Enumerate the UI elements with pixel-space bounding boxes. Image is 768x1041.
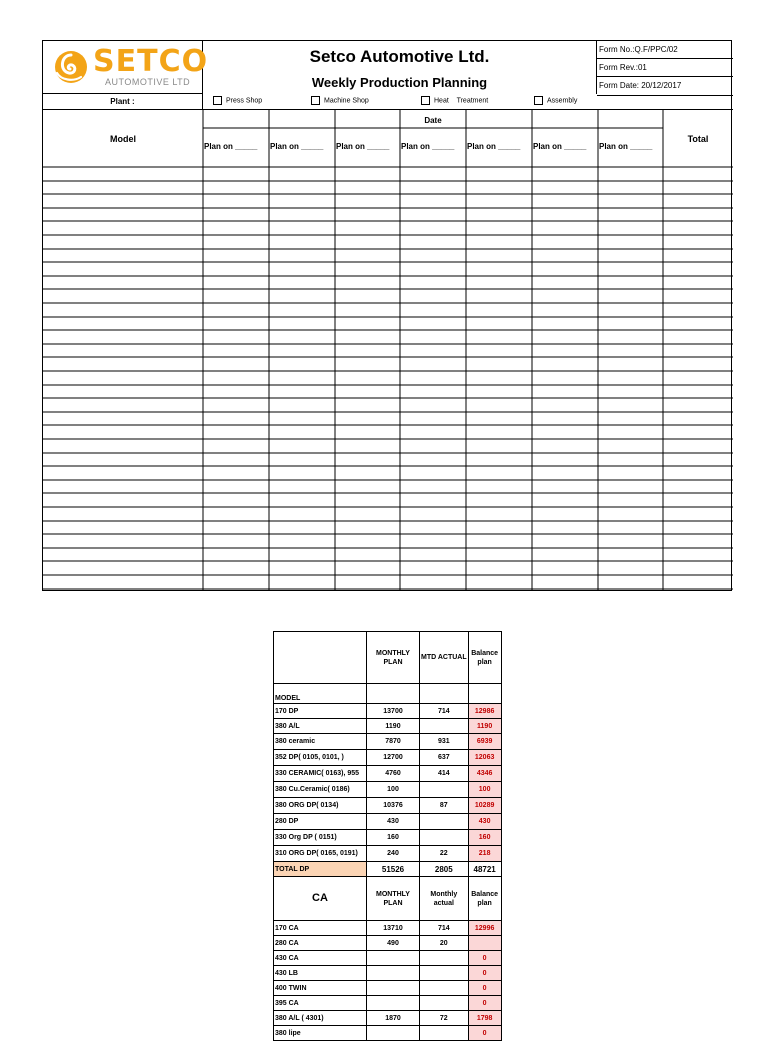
table-row bbox=[274, 766, 502, 782]
planning-grid bbox=[43, 110, 733, 592]
treatment-label: Treatment bbox=[456, 97, 489, 105]
plan-cell bbox=[367, 1026, 420, 1041]
checkbox-icon bbox=[213, 96, 222, 105]
form-meta bbox=[596, 41, 733, 94]
plan-on-header: Plan on _____ bbox=[599, 142, 653, 151]
model-cell: 380 A/L bbox=[274, 719, 367, 734]
date-header: Date bbox=[424, 116, 442, 125]
actual-cell: 637 bbox=[420, 750, 469, 766]
model-label-row bbox=[274, 684, 502, 704]
model-cell: 400 TWIN bbox=[274, 981, 367, 996]
plan-cell bbox=[367, 981, 420, 996]
model-cell: 395 CA bbox=[274, 996, 367, 1011]
actual-cell: 714 bbox=[420, 921, 469, 936]
plan-cell: 13710 bbox=[367, 921, 420, 936]
plant-label: Plant : bbox=[43, 94, 203, 109]
checkbox-icon bbox=[534, 96, 543, 105]
balance-cell: 1190 bbox=[468, 719, 501, 734]
empty-cell bbox=[367, 684, 420, 704]
plan-cell: 10376 bbox=[367, 798, 420, 814]
actual-cell: 22 bbox=[420, 846, 469, 862]
machine-shop-checkbox[interactable] bbox=[311, 96, 369, 105]
heat-treatment-checkbox[interactable] bbox=[421, 96, 488, 105]
plan-on-header: Plan on _____ bbox=[533, 142, 587, 151]
plan-on-header: Plan on _____ bbox=[204, 142, 258, 151]
balance-cell: 12063 bbox=[468, 750, 501, 766]
heat-label: Heat bbox=[434, 97, 449, 105]
setco-logo bbox=[43, 41, 209, 94]
plan-cell: 4760 bbox=[367, 766, 420, 782]
logo-wordmark: SETCO bbox=[93, 44, 209, 79]
form-subtitle: Weekly Production Planning bbox=[311, 75, 488, 90]
actual-cell: 931 bbox=[420, 734, 469, 750]
actual-cell bbox=[420, 830, 469, 846]
plan-cell: 240 bbox=[367, 846, 420, 862]
plan-on-header: Plan on _____ bbox=[401, 142, 455, 151]
plan-cell bbox=[367, 996, 420, 1011]
plan-cell: 160 bbox=[367, 830, 420, 846]
ca-balance-plan-header: Balance plan bbox=[468, 877, 501, 921]
plan-cell: 490 bbox=[367, 936, 420, 951]
model-header: Model bbox=[110, 134, 136, 144]
table-row bbox=[274, 814, 502, 830]
ca-monthly-plan-header: MONTHLY PLAN bbox=[367, 877, 420, 921]
total-balance-cell: 48721 bbox=[468, 862, 501, 877]
form-date: Form Date: 20/12/2017 bbox=[597, 77, 733, 96]
summary-header-row bbox=[274, 632, 502, 684]
actual-cell bbox=[420, 981, 469, 996]
table-row bbox=[274, 750, 502, 766]
balance-cell: 430 bbox=[468, 814, 501, 830]
total-dp-label: TOTAL DP bbox=[274, 862, 367, 877]
production-planning-form bbox=[42, 40, 732, 591]
model-cell: 380 lipe bbox=[274, 1026, 367, 1041]
balance-plan-header: Balance plan bbox=[468, 632, 501, 684]
ca-monthly-actual-header: Monthly actual bbox=[420, 877, 469, 921]
plan-cell: 12700 bbox=[367, 750, 420, 766]
balance-cell: 4346 bbox=[468, 766, 501, 782]
model-cell: 330 CERAMIC( 0163), 955 bbox=[274, 766, 367, 782]
form-title-area bbox=[203, 41, 596, 94]
model-cell: 430 LB bbox=[274, 966, 367, 981]
table-row bbox=[274, 704, 502, 719]
balance-cell: 0 bbox=[468, 981, 501, 996]
balance-cell: 10289 bbox=[468, 798, 501, 814]
balance-cell: 12996 bbox=[468, 921, 501, 936]
model-cell: 280 CA bbox=[274, 936, 367, 951]
press-shop-checkbox[interactable] bbox=[213, 96, 262, 105]
form-number: Form No.:Q.F/PPC/02 bbox=[597, 41, 733, 59]
summary-table bbox=[273, 631, 502, 1041]
actual-cell: 72 bbox=[420, 1011, 469, 1026]
total-plan-cell: 51526 bbox=[367, 862, 420, 877]
model-cell: 330 Org DP ( 0151) bbox=[274, 830, 367, 846]
model-cell: 280 DP bbox=[274, 814, 367, 830]
actual-cell: 714 bbox=[420, 704, 469, 719]
actual-cell bbox=[420, 951, 469, 966]
machine-shop-label: Machine Shop bbox=[324, 97, 369, 105]
table-row bbox=[274, 996, 502, 1011]
plan-on-header: Plan on _____ bbox=[467, 142, 521, 151]
plan-cell: 13700 bbox=[367, 704, 420, 719]
actual-cell: 414 bbox=[420, 766, 469, 782]
assembly-checkbox[interactable] bbox=[534, 96, 577, 105]
plan-cell: 1870 bbox=[367, 1011, 420, 1026]
balance-cell: 160 bbox=[468, 830, 501, 846]
logo-subtitle: AUTOMOTIVE LTD bbox=[105, 77, 191, 87]
model-cell: 310 ORG DP( 0165, 0191) bbox=[274, 846, 367, 862]
model-cell: 170 DP bbox=[274, 704, 367, 719]
table-row bbox=[274, 921, 502, 936]
actual-cell bbox=[420, 1026, 469, 1041]
checkbox-icon bbox=[421, 96, 430, 105]
model-label: MODEL bbox=[274, 684, 367, 704]
table-row bbox=[274, 798, 502, 814]
table-row bbox=[274, 830, 502, 846]
table-row bbox=[274, 951, 502, 966]
monthly-plan-header: MONTHLY PLAN bbox=[367, 632, 420, 684]
table-row bbox=[274, 936, 502, 951]
table-row bbox=[274, 981, 502, 996]
actual-cell: 20 bbox=[420, 936, 469, 951]
balance-cell: 12986 bbox=[468, 704, 501, 719]
mtd-actual-header: MTD ACTUAL bbox=[420, 632, 469, 684]
swirl-logo-icon bbox=[53, 47, 89, 87]
checkbox-icon bbox=[311, 96, 320, 105]
balance-cell: 0 bbox=[468, 951, 501, 966]
table-row bbox=[274, 719, 502, 734]
model-cell: 380 ceramic bbox=[274, 734, 367, 750]
empty-cell bbox=[468, 684, 501, 704]
total-actual-cell: 2805 bbox=[420, 862, 469, 877]
model-cell: 380 A/L ( 4301) bbox=[274, 1011, 367, 1026]
balance-cell: 0 bbox=[468, 966, 501, 981]
empty-cell bbox=[420, 684, 469, 704]
actual-cell: 87 bbox=[420, 798, 469, 814]
actual-cell bbox=[420, 719, 469, 734]
actual-cell bbox=[420, 814, 469, 830]
blank-header-cell bbox=[274, 632, 367, 684]
model-cell: 430 CA bbox=[274, 951, 367, 966]
balance-cell: 0 bbox=[468, 996, 501, 1011]
ca-header: CA bbox=[274, 877, 367, 921]
plan-cell: 1190 bbox=[367, 719, 420, 734]
plan-on-header: Plan on _____ bbox=[270, 142, 324, 151]
model-cell: 380 ORG DP( 0134) bbox=[274, 798, 367, 814]
total-header: Total bbox=[687, 134, 709, 144]
total-dp-row bbox=[274, 862, 502, 877]
table-row bbox=[274, 846, 502, 862]
table-row bbox=[274, 782, 502, 798]
company-title: Setco Automotive Ltd. bbox=[309, 47, 490, 66]
balance-cell: 0 bbox=[468, 1026, 501, 1041]
model-cell: 352 DP( 0105, 0101, ) bbox=[274, 750, 367, 766]
ca-header-row bbox=[274, 877, 502, 921]
plant-row bbox=[43, 94, 733, 110]
balance-cell: 6939 bbox=[468, 734, 501, 750]
actual-cell bbox=[420, 966, 469, 981]
actual-cell bbox=[420, 782, 469, 798]
plan-cell: 100 bbox=[367, 782, 420, 798]
model-cell: 170 CA bbox=[274, 921, 367, 936]
table-row bbox=[274, 1011, 502, 1026]
balance-cell: 218 bbox=[468, 846, 501, 862]
table-row bbox=[274, 1026, 502, 1041]
plan-on-header: Plan on _____ bbox=[336, 142, 390, 151]
plan-cell bbox=[367, 951, 420, 966]
form-revision: Form Rev.:01 bbox=[597, 59, 733, 77]
table-row bbox=[274, 966, 502, 981]
balance-cell: 1798 bbox=[468, 1011, 501, 1026]
model-cell: 380 Cu.Ceramic( 0186) bbox=[274, 782, 367, 798]
plan-cell bbox=[367, 966, 420, 981]
table-row bbox=[274, 734, 502, 750]
balance-cell bbox=[468, 936, 501, 951]
balance-cell: 100 bbox=[468, 782, 501, 798]
assembly-label: Assembly bbox=[547, 97, 578, 105]
actual-cell bbox=[420, 996, 469, 1011]
plan-cell: 430 bbox=[367, 814, 420, 830]
press-shop-label: Press Shop bbox=[226, 97, 263, 105]
plan-cell: 7870 bbox=[367, 734, 420, 750]
